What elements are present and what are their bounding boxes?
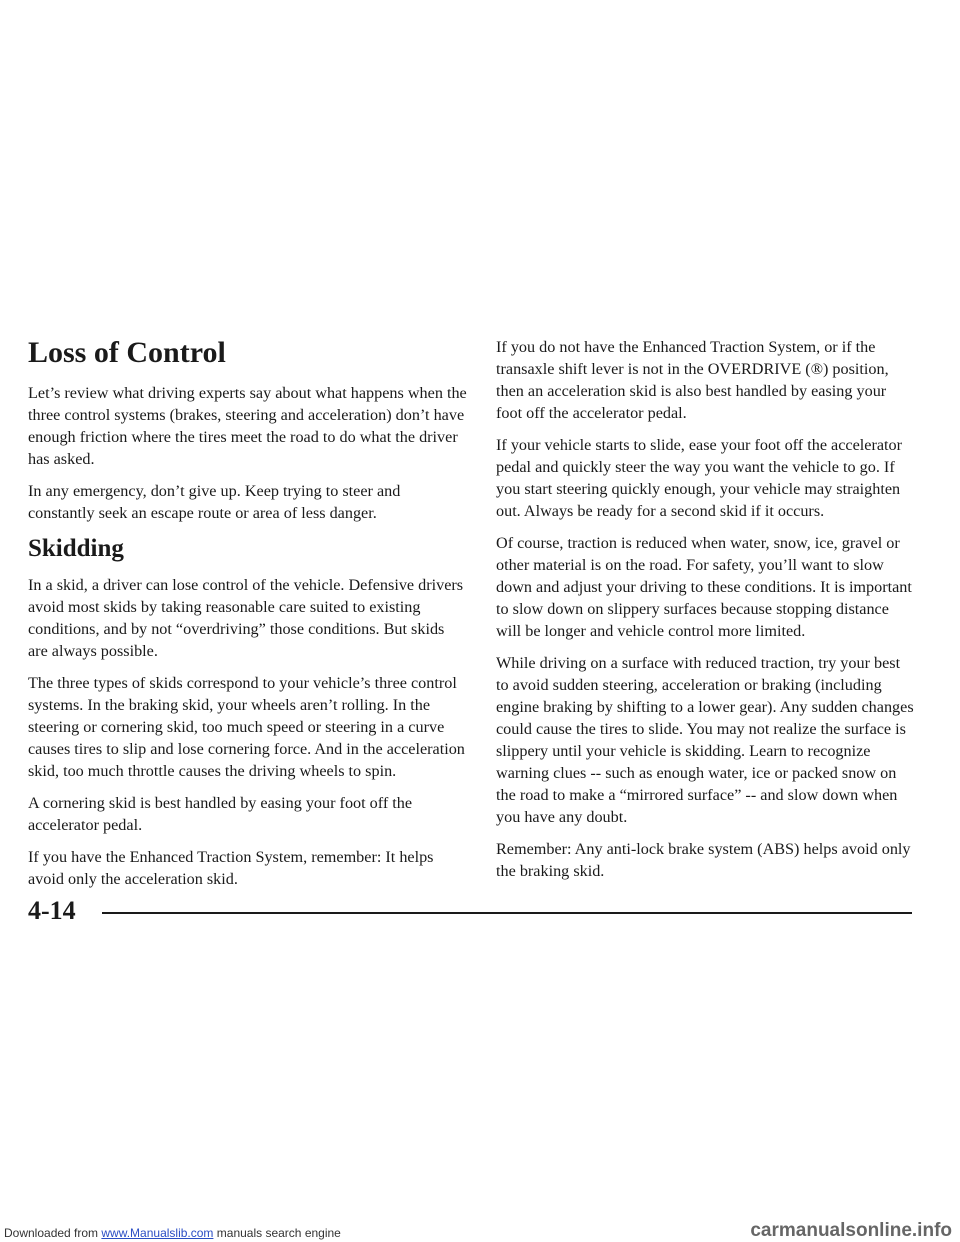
paragraph: If you do not have the Enhanced Traction System, or if the transaxle shift lever is not in the OVERDRIVE (®) position, then an acceleration skid is also best handled by easing your foot off the accelerator pedal. <box>496 338 889 422</box>
section-title: Loss of Control <box>28 336 226 369</box>
footer-rule <box>102 912 912 914</box>
paragraph: A cornering skid is best handled by easing your foot off the accelerator pedal. <box>28 794 413 834</box>
paragraph: In any emergency, don’t give up. Keep trying to steer and constantly seek an escape route or area of less danger. <box>28 482 401 522</box>
paragraph: While driving on a surface with reduced traction, try your best to avoid sudden steering, acceleration or braking (including engine braking by shifting to a lower gear). Any sudden changes could cause the tires to slide. You may not realize the surface is slippery until your vehicle is skidding. Learn to recognize warning clues -- such as enough water, ice or packed snow on the road to make a “mirrored surface” -- and slow down when you have any doubt. <box>496 654 914 826</box>
page-number: 4-14 <box>28 896 76 925</box>
download-watermark <box>4 1226 341 1240</box>
paragraph: Let’s review what driving experts say about what happens when the three control systems (brakes, steering and acceleration) don’t have enough friction where the tires meet the road to do what the driver has asked. <box>28 384 467 468</box>
manualslib-link[interactable]: www.Manualslib.com <box>101 1226 214 1240</box>
watermark-prefix: Downloaded from <box>4 1226 102 1240</box>
site-watermark: carmanualsonline.info <box>750 1220 952 1241</box>
paragraph: If you have the Enhanced Traction System, remember: It helps avoid only the acceleration skid. <box>28 848 434 888</box>
paragraph: Remember: Any anti-lock brake system (ABS) helps avoid only the braking skid. <box>496 840 911 880</box>
page-footer <box>28 896 912 936</box>
watermark-suffix: manuals search engine <box>213 1226 341 1240</box>
paragraph: The three types of skids correspond to your vehicle’s three control systems. In the braking skid, your wheels aren’t rolling. In the steering or cornering skid, too much speed or steering in a curve causes tires to slip and lose cornering force. And in the acceleration skid, too much throttle causes the driving wheels to spin. <box>28 674 465 780</box>
left-column <box>28 336 468 900</box>
subsection-title: Skidding <box>28 535 124 562</box>
paragraph: If your vehicle starts to slide, ease your foot off the accelerator pedal and quickly steer the way you want the vehicle to go. If you start steering quickly enough, your vehicle may straighten out. Always be ready for a second skid if it occurs. <box>496 436 903 520</box>
paragraph: Of course, traction is reduced when water, snow, ice, gravel or other material is on the road. For safety, you’ll want to slow down and adjust your driving to these conditions. It is important to slow down on slippery surfaces because stopping distance will be longer and vehicle control more limited. <box>496 534 912 640</box>
paragraph: In a skid, a driver can lose control of the vehicle. Defensive drivers avoid most skids by taking reasonable care suited to existing conditions, and by not “overdriving” those conditions. But skids are always possible. <box>28 576 464 660</box>
right-column <box>496 336 916 892</box>
